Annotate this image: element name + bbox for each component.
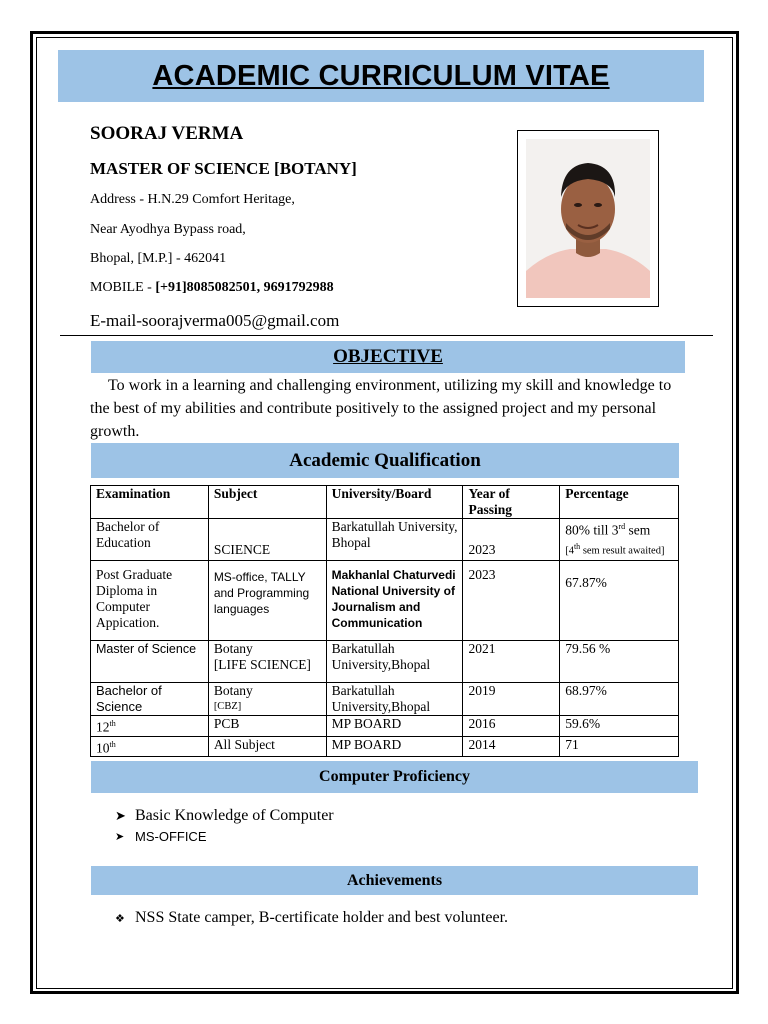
address-line-3: Bhopal, [M.P.] - 462041 xyxy=(90,251,227,266)
list-item: ➤ Basic Knowledge of Computer xyxy=(115,807,334,824)
col-percentage: Percentage xyxy=(560,486,679,519)
cell-percentage: 71 xyxy=(560,736,679,757)
candidate-name: SOORAJ VERMA xyxy=(90,123,244,144)
academic-table xyxy=(90,485,679,757)
list-item: ❖ NSS State camper, B-certificate holder and best volunteer. xyxy=(115,909,509,926)
cell-percentage xyxy=(560,519,679,561)
cell-subject: PCB xyxy=(208,716,326,737)
cell-year: 2023 xyxy=(463,519,560,561)
cell-exam: Post Graduate Diploma in Computer Appication. xyxy=(91,561,209,641)
cell-board: Barkatullah University, Bhopal xyxy=(326,519,463,561)
cell-exam: Master of Science xyxy=(91,641,209,683)
cell-board: Barkatullah University,Bhopal xyxy=(326,683,463,716)
email-line: E-mail-soorajverma005@gmail.com xyxy=(90,311,340,330)
table-row xyxy=(91,561,679,641)
cell-exam: Bachelor of Education xyxy=(91,519,209,561)
cell-percentage: 68.97% xyxy=(560,683,679,716)
academic-heading: Academic Qualification xyxy=(289,449,481,471)
mobile-label: MOBILE - xyxy=(90,280,156,295)
cell-board: MP BOARD xyxy=(326,716,463,737)
profile-photo-frame xyxy=(517,130,659,307)
arrow-bullet-icon: ➤ xyxy=(115,830,125,843)
cell-board: MP BOARD xyxy=(326,736,463,757)
cell-percentage: 67.87% xyxy=(560,561,679,641)
cell-percentage: 59.6% xyxy=(560,716,679,737)
cell-year: 2023 xyxy=(463,561,560,641)
cell-subject: SCIENCE xyxy=(208,519,326,561)
achievements-bar xyxy=(91,866,698,895)
table-row xyxy=(91,736,679,757)
percentage-note: [4th sem result awaited] xyxy=(565,541,665,556)
percentage-main: 80% till 3rd sem xyxy=(565,522,651,538)
col-examination: Examination xyxy=(91,486,209,519)
table-header-row xyxy=(91,486,679,519)
diamond-bullet-icon: ❖ xyxy=(115,912,125,925)
mobile-number: [+91]8085082501, 9691792988 xyxy=(155,280,334,295)
cell-board: Makhanlal Chaturvedi National University of Journalism and Communication xyxy=(326,561,463,641)
cell-year: 2019 xyxy=(463,683,560,716)
academic-bar xyxy=(91,443,679,478)
achievements-heading: Achievements xyxy=(346,871,443,889)
col-university: University/Board xyxy=(326,486,463,519)
table-row xyxy=(91,641,679,683)
computer-list xyxy=(115,807,334,845)
col-year: Year of Passing xyxy=(463,486,560,519)
achievements-list xyxy=(115,909,508,927)
address-line-2: Near Ayodhya Bypass road, xyxy=(90,222,246,237)
objective-heading: OBJECTIVE xyxy=(333,346,443,367)
mobile-line xyxy=(90,280,334,296)
address-line-1: Address - H.N.29 Comfort Heritage, xyxy=(90,192,295,207)
list-item: ➤ MS-OFFICE xyxy=(115,829,207,844)
candidate-degree: MASTER OF SCIENCE [BOTANY] xyxy=(90,159,357,178)
computer-heading: Computer Proficiency xyxy=(319,768,470,785)
cell-subject: MS-office, TALLY and Programming languages xyxy=(208,561,326,641)
profile-photo xyxy=(526,139,650,298)
arrow-bullet-icon: ➤ xyxy=(115,809,126,824)
cell-year: 2016 xyxy=(463,716,560,737)
cell-exam: 12th xyxy=(91,716,209,737)
cell-subject: Botany [CBZ] xyxy=(208,683,326,716)
header-divider xyxy=(60,335,713,336)
table-row xyxy=(91,519,679,561)
cell-subject: All Subject xyxy=(208,736,326,757)
cell-year: 2014 xyxy=(463,736,560,757)
cell-board: Barkatullah University,Bhopal xyxy=(326,641,463,683)
col-subject: Subject xyxy=(208,486,326,519)
cell-exam: Bachelor of Science xyxy=(91,683,209,716)
cell-year: 2021 xyxy=(463,641,560,683)
objective-bar xyxy=(91,341,685,373)
cell-percentage: 79.56 % xyxy=(560,641,679,683)
computer-bar xyxy=(91,761,698,793)
table-row xyxy=(91,683,679,716)
cell-subject: Botany [LIFE SCIENCE] xyxy=(208,641,326,683)
table-row xyxy=(91,716,679,737)
cell-exam: 10th xyxy=(91,736,209,757)
title-banner xyxy=(58,50,704,102)
page-title: ACADEMIC CURRICULUM VITAE xyxy=(152,59,610,92)
objective-text: To work in a learning and challenging environment, utilizing my skill and knowledge to the best of my abilities and contribute positively to the assigned project and my personal growth. xyxy=(90,377,672,440)
